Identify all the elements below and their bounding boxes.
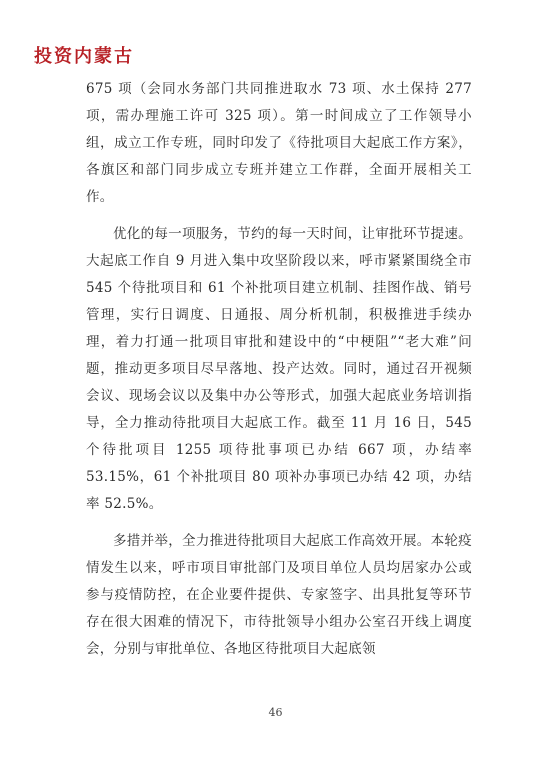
magazine-header-title: 投资内蒙古 [34, 46, 134, 67]
article-body [86, 76, 472, 673]
paragraph: 优化的每一项服务，节约的每一天时间，让审批环节提速。大起底工作自 9 月进入集中攻坚阶段以来，呼市紧紧围绕全市 545 个待批项目和 61 个补批项目建立机制、挂图作战、销号管理，实行日调度、日通报、周分析机制，积极推进手续办理，着力打通一批项目审批和建设中的“中梗阻”“老大难”问题，推动更多项目尽早落地、投产达效。同时，通过召开视频会议、现场会议以及集中办公等形式，加强大起底业务培训指导，全力推动待批项目大起底工作。截至 11 月 16 日，545 个待批项目 1255 项待批事项已办结 667 项，办结率 53.15%，61 个补批项目 80 项补办事项已办结 42 项，办结率 52.5%。 [86, 226, 472, 512]
page-number: 46 [268, 706, 283, 719]
paragraph-continued: 675 项（会同水务部门共同推进取水 73 项、水土保持 277 项，需办理施工许可 325 项）。第一时间成立了工作领导小组，成立工作专班，同时印发了《待批项目大起底工作方案》，各旗区和部门同步成立专班并建立工作群，全面开展相关工作。 [86, 81, 472, 205]
paragraph: 多措并举，全力推进待批项目大起底工作高效开展。本轮疫情发生以来，呼市项目审批部门及项目单位人员均居家办公或参与疫情防控，在企业要件提供、专家签字、出具批复等环节存在很大困难的情况下，市待批领导小组办公室召开线上调度会，分别与审批单位、各地区待批项目大起底领 [86, 533, 472, 657]
